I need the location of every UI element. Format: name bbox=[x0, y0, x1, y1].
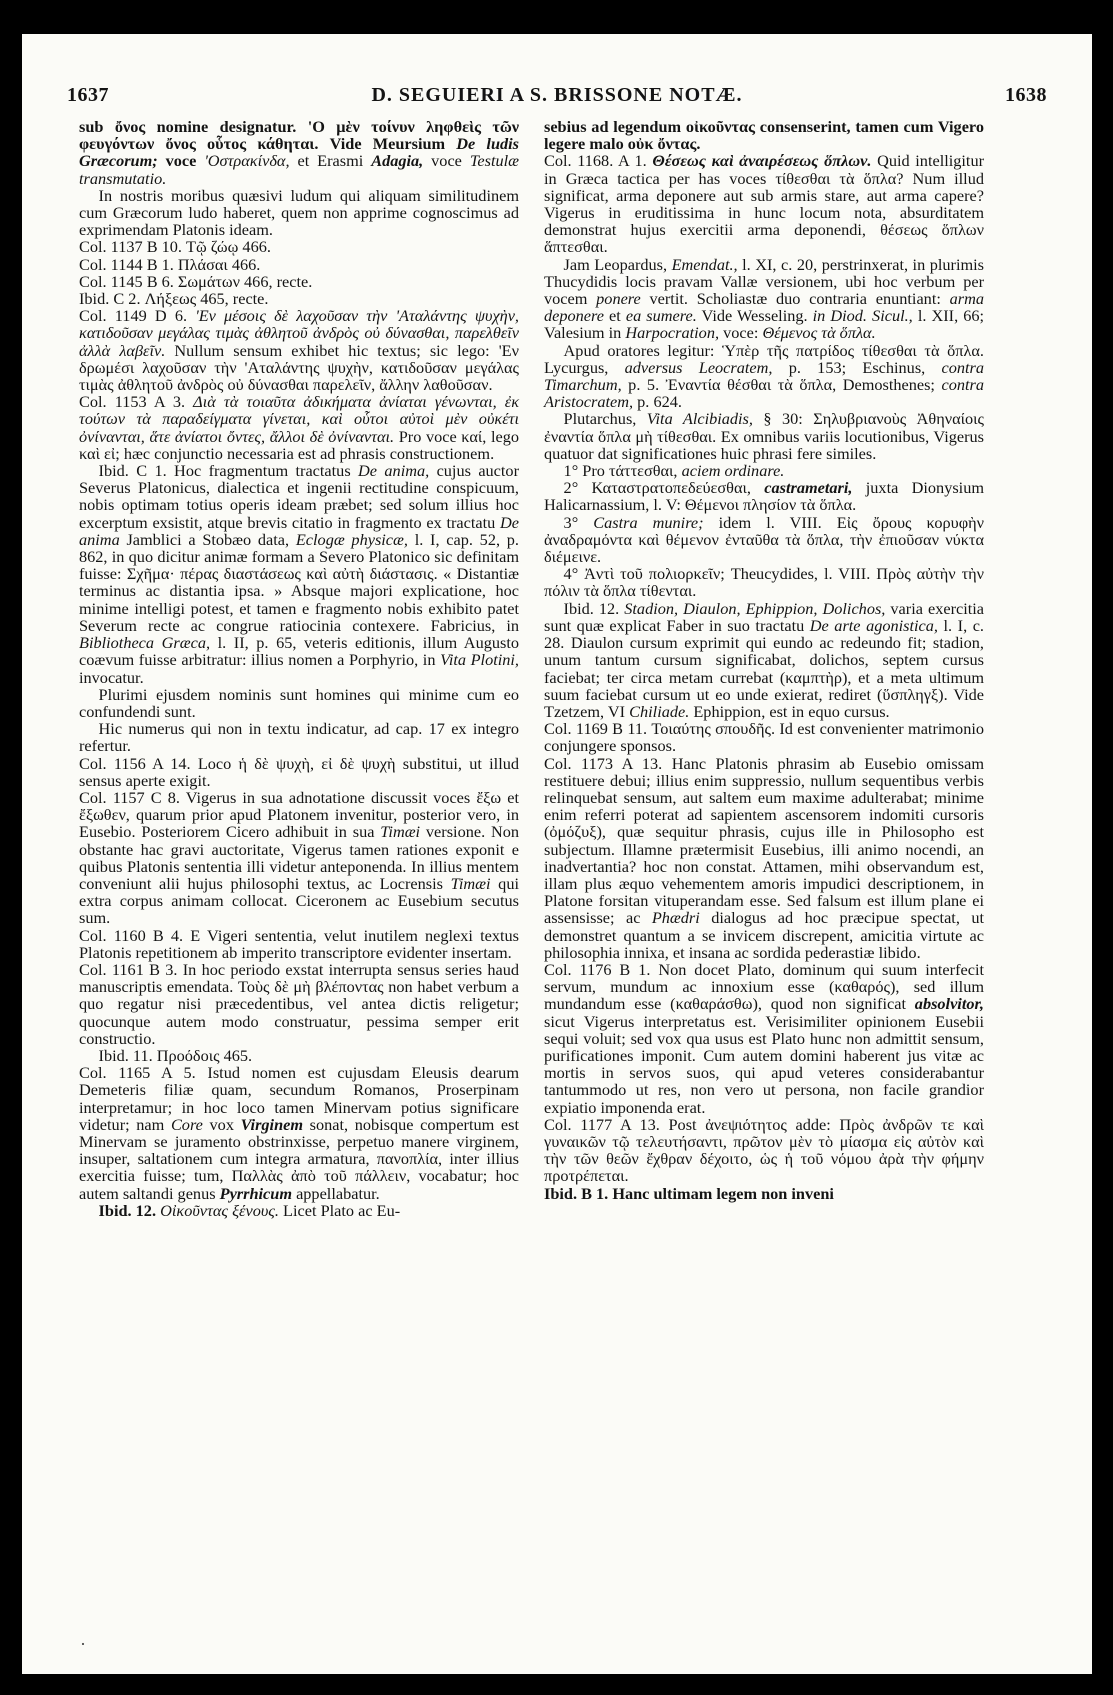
text-run: Col. 1161 B 3. In hoc periodo exstat interrupta sensus series haud manuscriptis emendata. Τοὺς δὲ μὴ βλέποντας non habet verbum a quo regatur nisi præcedentibus, vel antea dictis religetur; quocunque autem modo construatur, pessima semper erit constructio. bbox=[79, 959, 519, 1048]
text-run: sebius ad legendum οἰκοῦντας consenserint, tamen cum Vigero legere malo οὐκ ὄντας. bbox=[544, 117, 984, 154]
note-paragraph bbox=[79, 187, 519, 239]
note-paragraph bbox=[79, 961, 519, 1047]
text-run: Emendat., bbox=[671, 254, 738, 274]
text-run: Οἰκοῦντας ξένους. bbox=[160, 1200, 279, 1220]
text-run: ea sumere. bbox=[625, 306, 697, 326]
text-run: § 30: Σηλυβριανοὺς Ἀθηναίοις ἐναντία ὅπλα μὴ τίθεσθαι. Ex omnibus variis locutionibus, Vigerus quatuor dat significationes huic phrasi fere similes. bbox=[544, 409, 984, 463]
text-run: Apud oratores legitur: Ὑπὲρ τῆς πατρίδος τίθεσθαι τὰ ὅπλα. Lycurgus, bbox=[544, 340, 984, 377]
right-text-column bbox=[544, 118, 984, 1202]
text-run: appellabatur. bbox=[292, 1183, 380, 1203]
text-run: Col. 1169 B 11. Τοιαύτης σπουδῆς. Id est convenienter matrimonio conjungere sponsos. bbox=[544, 719, 984, 756]
text-run: Col. 1177 A 13. Post ἀνεψιότητος adde: Πρὸς ἀνδρῶν τε καὶ γυναικῶν τῷ τελευτήσαντι, πρῶτον μὲν τὸ μίασμα εἰς αὐτὸν καὶ τὴν τῶν θεῶν ἔχθραν δέχοιτο, ὡς ἡ τοῦ νόμου ἀρὰ τὴν φήμην προτρέπεται. bbox=[544, 1114, 984, 1186]
page-header bbox=[67, 84, 1047, 114]
text-run: Col. 1157 C 8. Vigerus in sua adnotatione discussit voces ἔξω et ἔξωθεν, quarum prior apud Platonem invenitur, posterior vero, in Eusebio. Posteriorem Cicero adhibuit in sua bbox=[79, 787, 519, 842]
text-run: Chiliade. bbox=[629, 701, 690, 721]
note-paragraph bbox=[79, 1202, 519, 1219]
text-run: p. 153; Eschinus, bbox=[772, 357, 942, 377]
text-run: De anima, bbox=[358, 461, 430, 481]
text-run: ponere bbox=[596, 289, 641, 309]
text-run: voce bbox=[157, 151, 205, 171]
running-title: D. SEGUIERI A S. BRISSONE NOTÆ. bbox=[371, 84, 743, 106]
text-run: l. I, c. 28. Diaulon cursum exprimit qui eundo ac redeundo fit; stadion, unum tantum cursum significabat, dolichos, septem cursus faciebat; ter circa metam currebat (καμπτὴρ), et a meta ultimum suum faciebat cursum ut eo unde exierat, rediret (ὕσπληγξ). Vide Tzetzem, VI bbox=[544, 615, 984, 721]
text-run: adversus Leocratem, bbox=[624, 357, 773, 377]
text-run: Phædri bbox=[651, 908, 700, 928]
note-paragraph bbox=[544, 1185, 984, 1202]
note-paragraph bbox=[79, 720, 519, 754]
text-run: De anima bbox=[79, 512, 519, 549]
note-paragraph bbox=[544, 256, 984, 342]
text-run: Quid intelligitur in Græca tactica per has voces τίθεσθαι τὰ ὅπλα? Num illud significat, arma deponere aut sub armis stare, aut arma capere? Vigerus in eruditissima in hunc locum nota, absurditatem demonstrat hujus exercitii arma deponendi, θέσεως ὅπλων ἅπτεσθαι. bbox=[544, 151, 985, 257]
text-run: absolvitor, bbox=[914, 994, 984, 1014]
text-run: contra Timarchum, bbox=[544, 357, 984, 395]
note-paragraph bbox=[544, 462, 984, 479]
text-run: sub ὄνος nomine designatur. 'Ο μὲν τοίνυν ληφθεὶς τῶν φευγόντων ὄνος οὗτος κάθηται. Vide Meursium bbox=[79, 117, 519, 154]
text-run: vertit. Scholiastæ duo contraria enuntiant: bbox=[640, 289, 950, 309]
text-run: sicut Vigerus interpretatus est. Verisimiliter opinionem Eusebii sequi voluit; sed vox qua usus est Plato hunc non admittit sensum, purificationes imponit. Cum autem domini haberent jus vitæ ac mortis in servos suos, qui apud veteres considerabantur tantummodo ut res, non vero ut persona, non facile grandior expiatio imponenda erat. bbox=[544, 1011, 984, 1117]
text-run: Core bbox=[170, 1114, 203, 1134]
note-paragraph bbox=[544, 720, 984, 754]
text-run: sonat, nobisque compertum est Minervam se juramento obstrinxisse, perpetuo manere virginem, insuper, saltationem cum integra armatura, πανοπλία, inter illius exercitia fuisse; tum, Παλλὰς ἀπὸ τοῦ πάλλειν, vocabatur; hoc autem saltandi genus bbox=[79, 1114, 520, 1203]
text-run: versione. Non obstante hac gravi auctoritate, Vigerus tamen rationes exponit e quibus Platonis sententia illi videtur anteponenda. In illius mentem conveniunt alii hujus philosophi textus, ac Locrensis bbox=[79, 822, 520, 893]
text-run: Col. 1149 D 6. bbox=[79, 306, 196, 326]
text-run: et bbox=[603, 306, 626, 326]
text-run: Col. 1145 B 6. Σωμάτων 466, recte. bbox=[79, 271, 313, 291]
text-run: Θέσεως καὶ ἀναιρέσεως ὅπλων. bbox=[652, 151, 872, 171]
text-run: Jamblici a Stobæo data, bbox=[119, 529, 296, 549]
text-run: vox bbox=[202, 1114, 241, 1134]
text-run: Pro voce καί, lego καὶ εἰ; hæc conjunctio necessaria est ad phrasis constructionem. bbox=[79, 426, 519, 463]
text-run: Col. 1144 B 1. Πλάσαι 466. bbox=[79, 254, 261, 274]
text-run: varia exercitia sunt quæ explicat Faber in suo tractatu bbox=[544, 598, 985, 635]
text-run: Timæi bbox=[450, 873, 491, 893]
text-run: Eclogæ physicæ, bbox=[295, 529, 408, 549]
text-run: Ibid. C 1. Hoc fragmentum tractatus bbox=[98, 461, 359, 481]
note-paragraph bbox=[79, 393, 519, 462]
text-run: In nostris moribus quæsivi ludum qui aliquam similitudinem cum Græcorum ludo haberet, quem non apprime cognoscimus ad exprimendam Platonis ideam. bbox=[79, 185, 519, 240]
note-paragraph bbox=[544, 1116, 984, 1185]
text-run: Licet Plato ac Eu- bbox=[278, 1200, 401, 1220]
text-run: aciem ordinare. bbox=[681, 461, 785, 481]
text-run: voce bbox=[423, 151, 470, 171]
text-run: Vita Alcibiadis, bbox=[646, 409, 753, 429]
text-run: De arte agonistica, bbox=[809, 615, 938, 635]
left-text-column bbox=[79, 118, 519, 1219]
note-paragraph bbox=[544, 152, 984, 255]
note-paragraph bbox=[79, 755, 519, 789]
text-run: et Erasmi bbox=[289, 151, 372, 171]
note-paragraph bbox=[544, 600, 984, 720]
text-run: Ibid. 12. bbox=[563, 598, 625, 618]
note-paragraph bbox=[544, 342, 984, 411]
text-run: Col. 1153 A 3. bbox=[79, 392, 194, 412]
text-run: Col. 1160 B 4. E Vigeri sententia, velut inutilem neglexi textus Platonis repetitionem ab imperito transcriptore evidenter insertam. bbox=[79, 925, 519, 962]
text-run: Nullum sensum exhibet hic textus; sic lego: 'Εν δρωμέσι λαχοῦσαν τὴν 'Αταλάντης ψυχὴν, κατιδοῦσαν μεγάλας τιμὰς ἀθλητοῦ ἀνδρὸς οὐ δύνασθαι παρελεῖν, ἄλλην λαθοῦσαν. bbox=[79, 340, 519, 395]
text-run: l. II, p. 65, veteris editionis, illum Augusto coævum fuisse arbitratur: illius nomen a Porphyrio, in bbox=[79, 633, 519, 670]
text-run: Adagia, bbox=[371, 151, 424, 171]
note-paragraph bbox=[79, 290, 519, 307]
text-run: l. I, cap. 52, p. 862, in quo dicitur animæ formam a Severo Platonico sic definitam fuisse: Σχῆμα· πέρας διαστάσεως καὶ αὐτὴ διάστασις. « Distantiæ terminus ac distantia ipsa. » Absque majori explicatione, hoc minime intelligi potest, et tamen e fragmento nobis exhibito patet Severum recte ac congrue ratiocinia contexere. Fabricius, in bbox=[79, 529, 519, 635]
text-run: Διὰ τὰ τοιαῦτα ἀδικήματα ἀνίαται γένωνται, ἐκ τούτων τὰ παραδείγματα γίνεται, καὶ οὗτοι αὐτοὶ μὲν οὐκέτι ὀνίνανται, ἅτε ἀνίατοι ὄντες, ἄλλοι δὲ ὀνίνανται. bbox=[79, 392, 520, 446]
text-run: castrametari, bbox=[764, 478, 853, 498]
note-paragraph bbox=[544, 514, 984, 566]
note-paragraph bbox=[79, 1064, 519, 1202]
note-paragraph bbox=[544, 565, 984, 599]
note-paragraph bbox=[544, 755, 984, 961]
note-paragraph bbox=[79, 307, 519, 393]
text-run: arma deponere bbox=[544, 289, 985, 326]
text-run: Castra munire; bbox=[593, 512, 704, 532]
text-run: 3° bbox=[563, 512, 594, 532]
text-run: p. 5. Ἐναντία θέσθαι τὰ ὅπλα, Demosthenes; bbox=[621, 375, 942, 395]
text-run: Col. 1168. A 1. bbox=[544, 151, 653, 171]
text-run: Ephippion, est in equo cursus. bbox=[689, 701, 890, 721]
text-run: Virginem bbox=[240, 1114, 304, 1134]
text-run: contra Aristocratem, bbox=[544, 375, 984, 412]
note-paragraph bbox=[544, 118, 984, 152]
text-run: 2° Καταστρατοπεδεύεσθαι, bbox=[563, 478, 765, 498]
text-run: Bibliotheca Græca, bbox=[79, 633, 211, 653]
text-run: Θέμενος τὰ ὅπλα. bbox=[762, 323, 876, 343]
text-run: 4° Ἀντὶ τοῦ πολιορκεῖν; Theucydides, l. VIII. Πρὸς αὐτὴν τὴν πόλιν τὰ ὅπλα τίθενται. bbox=[544, 564, 984, 601]
text-run: Timæi bbox=[380, 822, 421, 842]
text-run: Col. 1176 B 1. Non docet Plato, dominum qui suum interfecit servum, mundum ac innoxium esse (καθαρός), sed illum mundandum esse (καθαράσθω), quod non significat bbox=[544, 959, 984, 1014]
text-run: Col. 1137 B 10. Τῷ ζώῳ 466. bbox=[79, 237, 271, 257]
text-run: Plurimi ejusdem nominis sunt homines qui minime cum eo confundendi sunt. bbox=[79, 684, 519, 721]
text-run: Hic numerus qui non in textu indicatur, ad cap. 17 ex integro refertur. bbox=[79, 719, 519, 756]
text-run: l. XI, c. 20, perstrinxerat, in plurimis Thucydidis locis pravam Vallæ versionem, ubi hoc verbum per vocem bbox=[544, 254, 985, 309]
text-run: Harpocration, bbox=[625, 323, 720, 343]
text-run: 'Εν μέσοις δὲ λαχοῦσαν τὴν 'Αταλάντης ψυχὴν, κατιδοῦσαν μεγάλας τιμὰς ἀθλητοῦ ἀνδρὸς οὐ δύνασθαι, παρελθεῖν ἀλλὰ λαβεῖν. bbox=[79, 306, 519, 360]
text-run: 'Οστρακίνδα, bbox=[204, 151, 290, 171]
note-paragraph bbox=[544, 961, 984, 1116]
note-paragraph bbox=[79, 118, 519, 187]
text-run: dialogus ad hoc præcipue spectat, ut demonstret quantum a se invicem discrepent, amicitia virtute ac philosophia innixa, et insana ac sordida pederastiæ libido. bbox=[544, 908, 984, 962]
text-run: Col. 1173 A 13. Hanc Platonis phrasim ab Eusebio omissam restituere debui; illius enim suppressio, nullum sequentibus verbis relinquebat sensum, aut saltem eum maxime adulterabat; minime enim referri poterat ad sapientem ascensorem indomiti cursoris (ὀμόζυξ), quæ sequitur phrasis, cujus ille in Philosopho est subjectum. Illamne prætermisit Eusebius, illi animo nocendi, an inadvertantia? hoc non constat. Attamen, mihi observandum est, illam plus æquo vehementem amoris impudici descriptionem, in Platone forsitan vituperandam esse. Sed falsum est illum plane ei assensisse; ac bbox=[544, 753, 984, 928]
text-run: p. 624. bbox=[633, 392, 682, 412]
text-run: Vita Plotini, bbox=[440, 650, 519, 670]
note-paragraph bbox=[79, 273, 519, 290]
note-paragraph bbox=[79, 927, 519, 961]
text-run: Col. 1165 A 5. Istud nomen est cujusdam Eleusis dearum Demeteris filiæ quam, secundum Romanos, Proserpinam interpretamur; in hoc loco tamen Minervam potius significare videtur; nam bbox=[79, 1063, 519, 1134]
text-run: invocatur. bbox=[79, 667, 144, 687]
text-run: qui extra corpus animam collocat. Ciceronem ac Eusebium secutus sum. bbox=[79, 873, 519, 928]
scan-speck: · bbox=[80, 1634, 86, 1654]
text-run: Testulæ transmutatio. bbox=[79, 151, 520, 188]
text-run: voce: bbox=[719, 323, 763, 343]
scanned-page bbox=[22, 34, 1092, 1674]
note-paragraph bbox=[79, 1047, 519, 1064]
left-column-number: 1637 bbox=[67, 84, 109, 106]
text-run: Vide Wesseling. bbox=[696, 306, 813, 326]
text-run: Col. 1156 A 14. Loco ἡ δὲ ψυχὴ, εἰ δὲ ψυχὴ substitui, ut illud sensus aperte exigit. bbox=[79, 753, 519, 790]
text-run: Ibid. C 2. Λήξεως 465, recte. bbox=[79, 289, 269, 309]
note-paragraph bbox=[79, 686, 519, 720]
note-paragraph bbox=[79, 789, 519, 927]
text-run: Stadion, Diaulon, Ephippion, Dolichos, bbox=[624, 598, 886, 618]
text-run: Jam Leopardus, bbox=[563, 254, 672, 274]
text-run: Ibid. B 1. Hanc ultimam legem non inveni bbox=[544, 1183, 834, 1203]
text-run: 1° Pro τάττεσθαι, bbox=[563, 461, 682, 481]
right-column-number: 1638 bbox=[1005, 84, 1047, 106]
text-run: De ludis Græcorum; bbox=[79, 134, 519, 171]
note-paragraph bbox=[544, 479, 984, 513]
text-run: Ibid. 11. Προόδοις 465. bbox=[98, 1045, 253, 1065]
text-run: in Diod. Sicul., bbox=[812, 306, 913, 326]
text-run: Ibid. 12. bbox=[98, 1200, 161, 1220]
note-paragraph bbox=[79, 462, 519, 686]
note-paragraph bbox=[79, 256, 519, 273]
text-run: Pyrrhicum bbox=[219, 1183, 292, 1203]
text-run: juxta Dionysium Halicarnassium, l. V: Θέμενοι πλησίον τὰ ὅπλα. bbox=[544, 478, 984, 515]
note-paragraph bbox=[544, 410, 984, 462]
text-run: idem l. VIII. Εἰς ὄρους κορυφὴν ἀναδραμόντα καὶ θέμενον ἐνταῦθα τὰ ὅπλα, τὴν ἐπιοῦσαν νύκτα διέμεινε. bbox=[544, 512, 984, 567]
text-run: cujus auctor Severus Platonicus, dialectica et ingenii rectitudine conspicuum, nobis optimam totius operis ideam præbet; sed solum illius hoc excerptum exsistit, atque brevis citatio in fragmento ex tractatu bbox=[79, 461, 519, 532]
text-run: Plutarchus, bbox=[563, 409, 647, 429]
text-run: l. XII, 66; Valesium in bbox=[544, 306, 985, 343]
note-paragraph bbox=[79, 238, 519, 255]
